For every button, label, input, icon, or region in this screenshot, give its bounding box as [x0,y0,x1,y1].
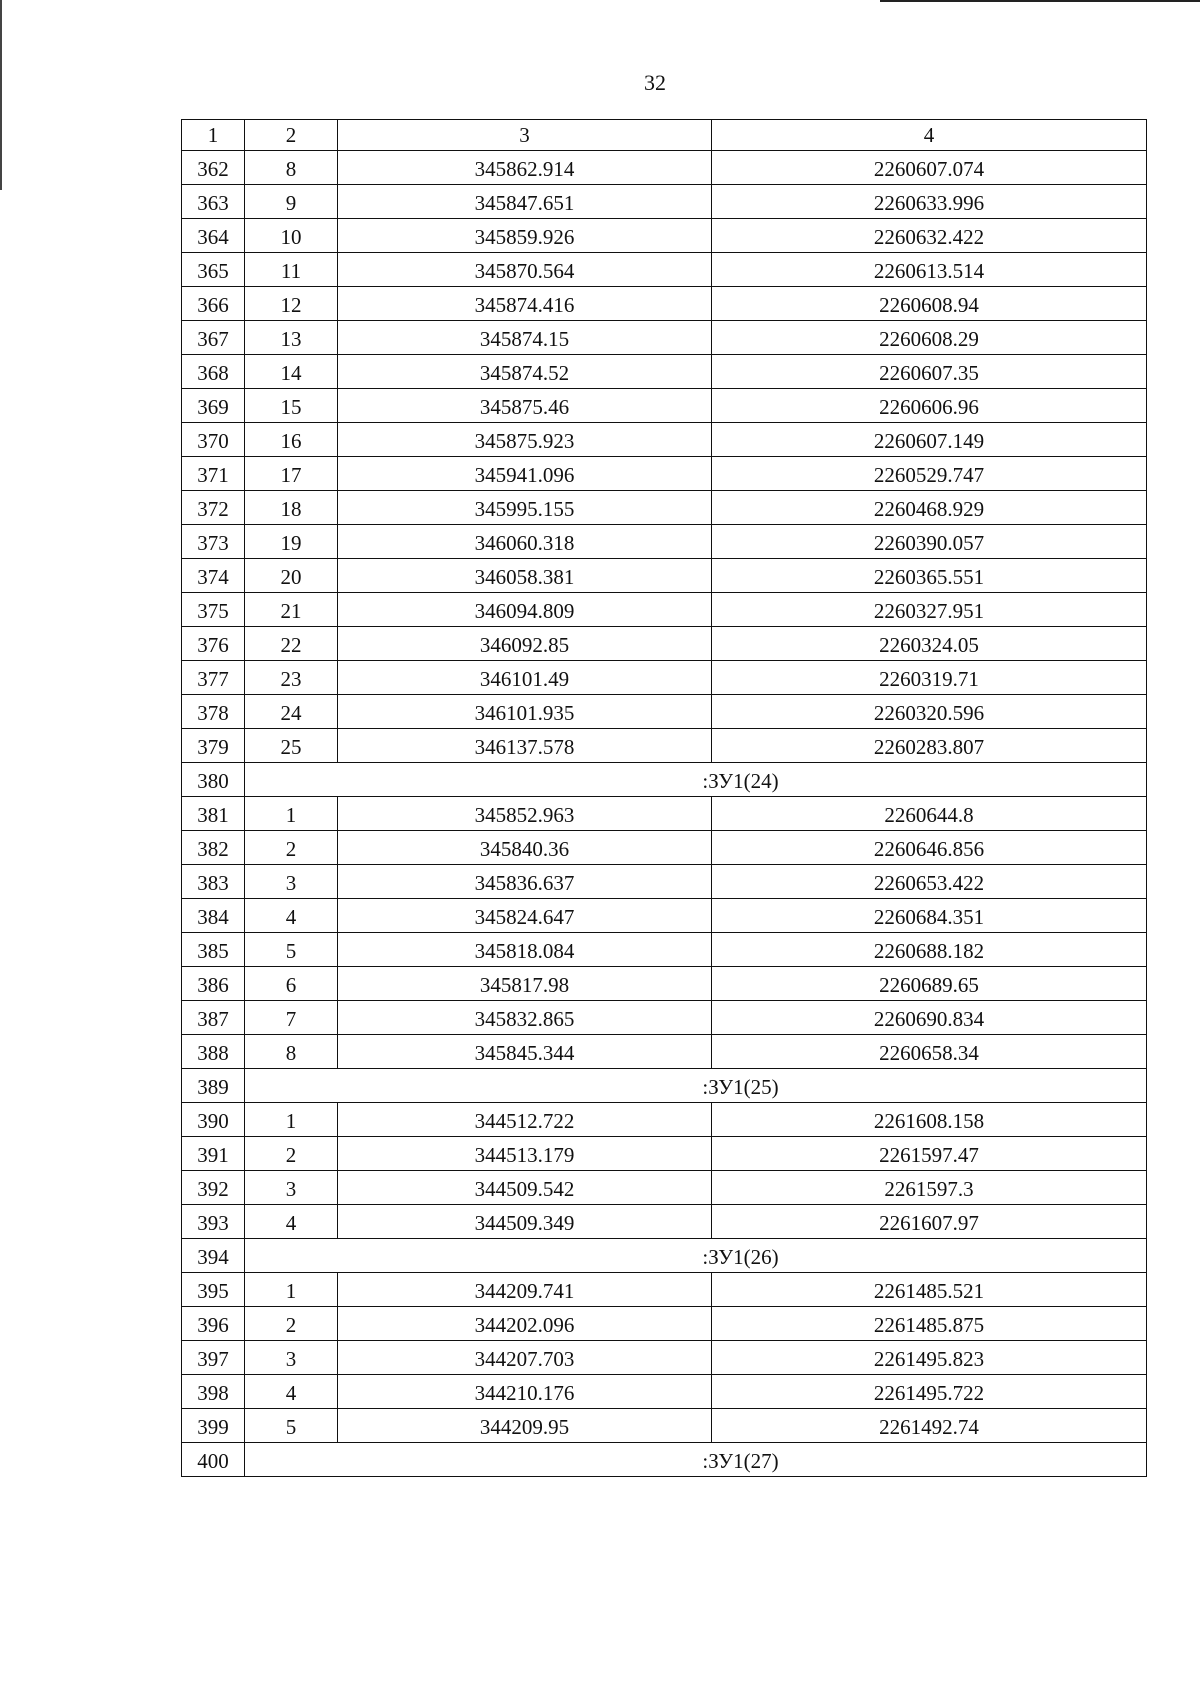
y-coordinate-cell: 2260607.149 [712,423,1147,457]
x-coordinate-cell: 345847.651 [338,185,712,219]
y-coordinate-cell: 2260608.29 [712,321,1147,355]
x-coordinate-cell: 345875.46 [338,389,712,423]
y-coordinate-cell: 2261495.722 [712,1375,1147,1409]
row-number-cell: 395 [182,1273,245,1307]
x-coordinate-cell: 344513.179 [338,1137,712,1171]
y-coordinate-cell: 2260320.596 [712,695,1147,729]
x-coordinate-cell: 346092.85 [338,627,712,661]
x-coordinate-cell: 346060.318 [338,525,712,559]
y-coordinate-cell: 2261485.875 [712,1307,1147,1341]
row-number-cell: 399 [182,1409,245,1443]
x-coordinate-cell: 345874.416 [338,287,712,321]
table-row [182,933,1147,967]
x-coordinate-cell: 346101.935 [338,695,712,729]
table-row [182,321,1147,355]
row-number-cell: 400 [182,1443,245,1477]
section-row [182,1069,1147,1103]
plot-label-cell: :ЗУ1(25) [245,1069,1147,1103]
table-row [182,423,1147,457]
y-coordinate-cell: 2260613.514 [712,253,1147,287]
header-cell-1: 1 [182,120,245,151]
point-number-cell: 24 [245,695,338,729]
table-row [182,967,1147,1001]
row-number-cell: 394 [182,1239,245,1273]
point-number-cell: 3 [245,1341,338,1375]
table-row [182,899,1147,933]
row-number-cell: 363 [182,185,245,219]
coordinates-table-body [182,120,1147,1477]
point-number-cell: 9 [245,185,338,219]
point-number-cell: 23 [245,661,338,695]
table-row [182,185,1147,219]
point-number-cell: 22 [245,627,338,661]
y-coordinate-cell: 2260684.351 [712,899,1147,933]
point-number-cell: 3 [245,1171,338,1205]
table-row [182,831,1147,865]
row-number-cell: 362 [182,151,245,185]
table-row [182,253,1147,287]
x-coordinate-cell: 345817.98 [338,967,712,1001]
header-cell-4: 4 [712,120,1147,151]
table-row [182,355,1147,389]
section-row [182,1239,1147,1273]
table-header-row [182,120,1147,151]
row-number-cell: 383 [182,865,245,899]
table-row [182,865,1147,899]
table-row [182,1035,1147,1069]
y-coordinate-cell: 2260689.65 [712,967,1147,1001]
row-number-cell: 378 [182,695,245,729]
y-coordinate-cell: 2260468.929 [712,491,1147,525]
y-coordinate-cell: 2260283.807 [712,729,1147,763]
point-number-cell: 1 [245,797,338,831]
y-coordinate-cell: 2260632.422 [712,219,1147,253]
row-number-cell: 397 [182,1341,245,1375]
row-number-cell: 381 [182,797,245,831]
y-coordinate-cell: 2260690.834 [712,1001,1147,1035]
y-coordinate-cell: 2261492.74 [712,1409,1147,1443]
x-coordinate-cell: 345845.344 [338,1035,712,1069]
table-row [182,797,1147,831]
y-coordinate-cell: 2260658.34 [712,1035,1147,1069]
x-coordinate-cell: 345859.926 [338,219,712,253]
point-number-cell: 20 [245,559,338,593]
x-coordinate-cell: 345874.52 [338,355,712,389]
table-row [182,457,1147,491]
x-coordinate-cell: 345832.865 [338,1001,712,1035]
row-number-cell: 379 [182,729,245,763]
plot-label-cell: :ЗУ1(26) [245,1239,1147,1273]
x-coordinate-cell: 344202.096 [338,1307,712,1341]
row-number-cell: 372 [182,491,245,525]
row-number-cell: 380 [182,763,245,797]
point-number-cell: 4 [245,1375,338,1409]
row-number-cell: 398 [182,1375,245,1409]
point-number-cell: 6 [245,967,338,1001]
x-coordinate-cell: 344209.741 [338,1273,712,1307]
table-row [182,1205,1147,1239]
y-coordinate-cell: 2261607.97 [712,1205,1147,1239]
x-coordinate-cell: 344209.95 [338,1409,712,1443]
header-cell-3: 3 [338,120,712,151]
row-number-cell: 385 [182,933,245,967]
x-coordinate-cell: 345852.963 [338,797,712,831]
point-number-cell: 14 [245,355,338,389]
point-number-cell: 1 [245,1273,338,1307]
y-coordinate-cell: 2260653.422 [712,865,1147,899]
y-coordinate-cell: 2260607.35 [712,355,1147,389]
y-coordinate-cell: 2261495.823 [712,1341,1147,1375]
row-number-cell: 371 [182,457,245,491]
y-coordinate-cell: 2261597.47 [712,1137,1147,1171]
coordinates-table [181,119,1147,1477]
table-row [182,287,1147,321]
point-number-cell: 10 [245,219,338,253]
x-coordinate-cell: 345870.564 [338,253,712,287]
point-number-cell: 7 [245,1001,338,1035]
table-row [182,525,1147,559]
table-row [182,1307,1147,1341]
row-number-cell: 391 [182,1137,245,1171]
table-row [182,219,1147,253]
x-coordinate-cell: 344512.722 [338,1103,712,1137]
table-row [182,695,1147,729]
point-number-cell: 2 [245,1307,338,1341]
point-number-cell: 8 [245,1035,338,1069]
row-number-cell: 377 [182,661,245,695]
table-row [182,1103,1147,1137]
y-coordinate-cell: 2261485.521 [712,1273,1147,1307]
row-number-cell: 367 [182,321,245,355]
page-number: 32 [644,70,666,95]
point-number-cell: 1 [245,1103,338,1137]
x-coordinate-cell: 346094.809 [338,593,712,627]
table-row [182,661,1147,695]
table-row [182,1137,1147,1171]
row-number-cell: 386 [182,967,245,1001]
point-number-cell: 12 [245,287,338,321]
x-coordinate-cell: 344210.176 [338,1375,712,1409]
table-row [182,151,1147,185]
y-coordinate-cell: 2260390.057 [712,525,1147,559]
row-number-cell: 373 [182,525,245,559]
x-coordinate-cell: 345874.15 [338,321,712,355]
point-number-cell: 16 [245,423,338,457]
row-number-cell: 366 [182,287,245,321]
y-coordinate-cell: 2260607.074 [712,151,1147,185]
row-number-cell: 384 [182,899,245,933]
point-number-cell: 2 [245,831,338,865]
y-coordinate-cell: 2260646.856 [712,831,1147,865]
x-coordinate-cell: 345824.647 [338,899,712,933]
table-row [182,389,1147,423]
table-row [182,491,1147,525]
row-number-cell: 387 [182,1001,245,1035]
y-coordinate-cell: 2260608.94 [712,287,1147,321]
row-number-cell: 370 [182,423,245,457]
row-number-cell: 390 [182,1103,245,1137]
y-coordinate-cell: 2260365.551 [712,559,1147,593]
point-number-cell: 21 [245,593,338,627]
point-number-cell: 19 [245,525,338,559]
row-number-cell: 369 [182,389,245,423]
point-number-cell: 4 [245,899,338,933]
y-coordinate-cell: 2260324.05 [712,627,1147,661]
point-number-cell: 5 [245,933,338,967]
y-coordinate-cell: 2260529.747 [712,457,1147,491]
table-row [182,1171,1147,1205]
row-number-cell: 389 [182,1069,245,1103]
point-number-cell: 25 [245,729,338,763]
point-number-cell: 4 [245,1205,338,1239]
y-coordinate-cell: 2260633.996 [712,185,1147,219]
table-row [182,593,1147,627]
section-row [182,1443,1147,1477]
row-number-cell: 368 [182,355,245,389]
point-number-cell: 3 [245,865,338,899]
y-coordinate-cell: 2261608.158 [712,1103,1147,1137]
row-number-cell: 375 [182,593,245,627]
point-number-cell: 17 [245,457,338,491]
y-coordinate-cell: 2260319.71 [712,661,1147,695]
x-coordinate-cell: 346137.578 [338,729,712,763]
y-coordinate-cell: 2261597.3 [712,1171,1147,1205]
plot-label-cell: :ЗУ1(27) [245,1443,1147,1477]
row-number-cell: 388 [182,1035,245,1069]
x-coordinate-cell: 346101.49 [338,661,712,695]
row-number-cell: 374 [182,559,245,593]
point-number-cell: 2 [245,1137,338,1171]
point-number-cell: 15 [245,389,338,423]
x-coordinate-cell: 345995.155 [338,491,712,525]
y-coordinate-cell: 2260606.96 [712,389,1147,423]
point-number-cell: 13 [245,321,338,355]
x-coordinate-cell: 345818.084 [338,933,712,967]
table-row [182,1375,1147,1409]
row-number-cell: 364 [182,219,245,253]
table-row [182,729,1147,763]
row-number-cell: 393 [182,1205,245,1239]
x-coordinate-cell: 345862.914 [338,151,712,185]
point-number-cell: 18 [245,491,338,525]
row-number-cell: 365 [182,253,245,287]
section-row [182,763,1147,797]
point-number-cell: 8 [245,151,338,185]
table-row [182,1409,1147,1443]
point-number-cell: 11 [245,253,338,287]
table-row [182,1001,1147,1035]
x-coordinate-cell: 345875.923 [338,423,712,457]
scan-border-top [880,0,1200,2]
x-coordinate-cell: 344509.349 [338,1205,712,1239]
x-coordinate-cell: 344509.542 [338,1171,712,1205]
row-number-cell: 376 [182,627,245,661]
x-coordinate-cell: 345840.36 [338,831,712,865]
table-row [182,627,1147,661]
header-cell-2: 2 [245,120,338,151]
y-coordinate-cell: 2260327.951 [712,593,1147,627]
y-coordinate-cell: 2260644.8 [712,797,1147,831]
row-number-cell: 392 [182,1171,245,1205]
x-coordinate-cell: 345836.637 [338,865,712,899]
table-row [182,1341,1147,1375]
table-row [182,559,1147,593]
plot-label-cell: :ЗУ1(24) [245,763,1147,797]
y-coordinate-cell: 2260688.182 [712,933,1147,967]
point-number-cell: 5 [245,1409,338,1443]
row-number-cell: 396 [182,1307,245,1341]
table-row [182,1273,1147,1307]
x-coordinate-cell: 345941.096 [338,457,712,491]
row-number-cell: 382 [182,831,245,865]
x-coordinate-cell: 344207.703 [338,1341,712,1375]
x-coordinate-cell: 346058.381 [338,559,712,593]
